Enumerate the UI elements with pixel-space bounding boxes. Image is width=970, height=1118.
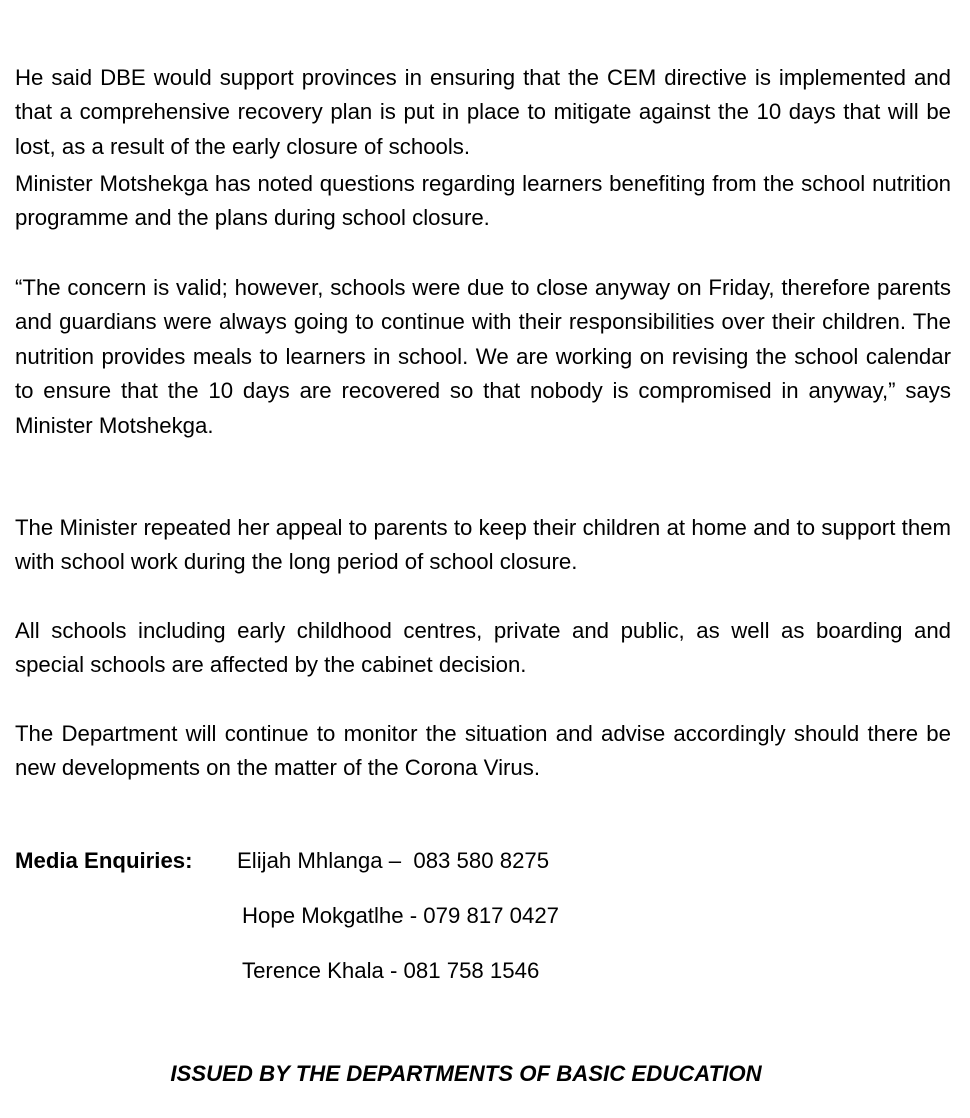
paragraph-monitoring: The Department will continue to monitor the situation and advise accordingly should there be new developments on the matter of the Corona Virus.	[15, 721, 951, 781]
paragraph-nutrition-questions: Minister Motshekga has noted questions regarding learners benefiting from the school nutrition programme and the plans during school closure.	[15, 171, 951, 231]
contact-terence-khala: Terence Khala - 081 758 1546	[242, 958, 540, 983]
contact-hope-mokgatlhe: Hope Mokgatlhe - 079 817 0427	[242, 903, 560, 928]
paragraph-schools-affected: All schools including early childhood centres, private and public, as well as boarding and special schools are affected by the cabinet decision.	[15, 618, 951, 678]
media-enquiries-label: Media Enquiries:	[15, 848, 193, 873]
contact-elijah-mhlanga: Elijah Mhlanga – 083 580 8275	[237, 848, 550, 873]
paragraph-minister-quote: “The concern is valid; however, schools were due to close anyway on Friday, therefore parents and guardians were always going to continue with their responsibilities over their children. The nutrition provides meals to learners in school. We are working on revising the school calendar to ensure that the 10 days are recovered so that nobody is compromised in anyway,” says Minister Motshekga.	[15, 275, 951, 438]
paragraph-recovery-plan: He said DBE would support provinces in ensuring that the CEM directive is implemented and that a comprehensive recovery plan is put in place to mitigate against the 10 days that will be lost, as a result of the early closure of schools.	[15, 65, 951, 159]
paragraph-parents-appeal: The Minister repeated her appeal to parents to keep their children at home and to support them with school work during the long period of school closure.	[15, 515, 951, 575]
issued-by-footer: ISSUED BY THE DEPARTMENTS OF BASIC EDUCATION	[170, 1061, 762, 1086]
